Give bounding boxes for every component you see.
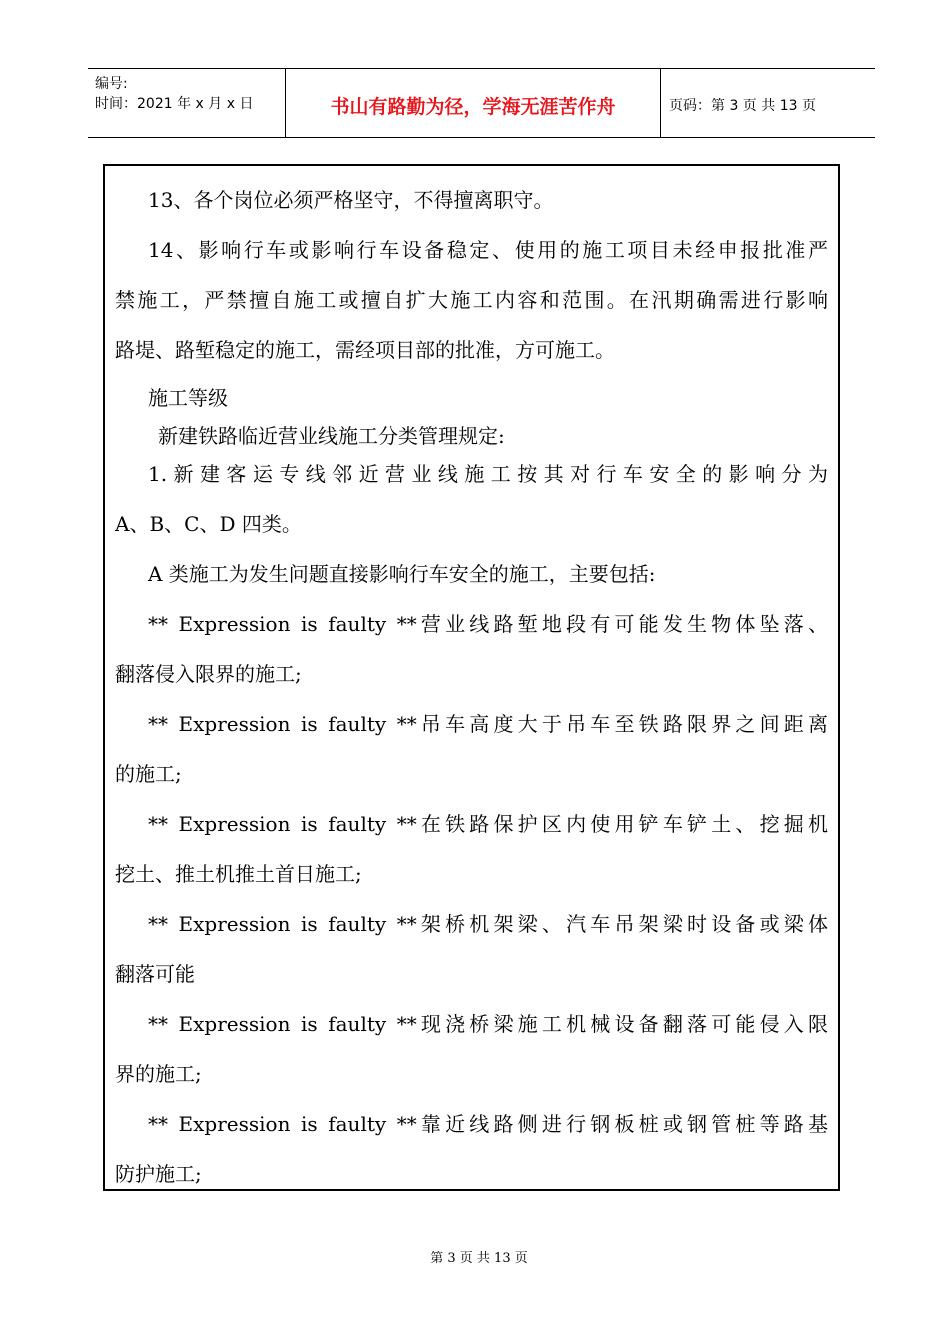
body-line: 14、影响行车或影响行车设备稳定、使用的施工项目未经申报批准严 xyxy=(148,238,828,262)
body-line: 新建铁路临近营业线施工分类管理规定: xyxy=(158,424,505,448)
page-footer xyxy=(0,1247,950,1266)
body-line: 路堤、路堑稳定的施工，需经项目部的批准，方可施工。 xyxy=(115,338,615,362)
document-header xyxy=(88,68,875,138)
body-line: 1.新建客运专线邻近营业线施工按其对行车安全的影响分为 xyxy=(148,462,828,486)
list-item-cont: 的施工; xyxy=(115,762,182,786)
time-label: 时间：2021 年 x 月 x 日 xyxy=(95,96,254,112)
list-item: ** Expression is faulty **吊车高度大于吊车至铁路限界之间距离 xyxy=(148,712,828,736)
body-line: 13、各个岗位必须严格坚守，不得擅离职守。 xyxy=(148,188,554,212)
footer-page-number: 第 3 页 共 13 页 xyxy=(430,1251,528,1266)
section-heading: 施工等级 xyxy=(148,386,228,410)
list-item: ** Expression is faulty **营业线路堑地段有可能发生物体坠落、 xyxy=(148,612,828,636)
body-line: A、B、C、D 四类。 xyxy=(115,512,302,536)
header-page-cell xyxy=(661,69,875,137)
list-item-cont: 界的施工; xyxy=(115,1062,202,1086)
list-item-cont: 翻落可能 xyxy=(115,962,195,986)
slogan: 书山有路勤为径，学海无涯苦作舟 xyxy=(330,96,616,118)
list-item-cont: 防护施工; xyxy=(115,1162,202,1186)
list-item: ** Expression is faulty **现浇桥梁施工机械设备翻落可能侵入限 xyxy=(148,1012,828,1036)
list-item-cont: 翻落侵入限界的施工; xyxy=(115,662,302,686)
list-item: ** Expression is faulty **架桥机架梁、汽车吊架梁时设备或梁体 xyxy=(148,912,828,936)
list-item-cont: 挖土、推土机推土首日施工; xyxy=(115,862,362,886)
body-line: 禁施工，严禁擅自施工或擅自扩大施工内容和范围。在汛期确需进行影响 xyxy=(115,288,828,312)
header-slogan-cell xyxy=(286,69,661,137)
list-item: ** Expression is faulty **在铁路保护区内使用铲车铲土、挖掘机 xyxy=(148,812,828,836)
header-meta-cell xyxy=(88,69,286,137)
list-item: ** Expression is faulty **靠近线路侧进行钢板桩或钢管桩等路基 xyxy=(148,1112,828,1136)
content-box xyxy=(103,164,840,1191)
body-line: A 类施工为发生问题直接影响行车安全的施工，主要包括: xyxy=(148,562,656,586)
number-label: 编号: xyxy=(95,76,128,92)
page-info: 页码：第 3 页 共 13 页 xyxy=(669,98,816,114)
